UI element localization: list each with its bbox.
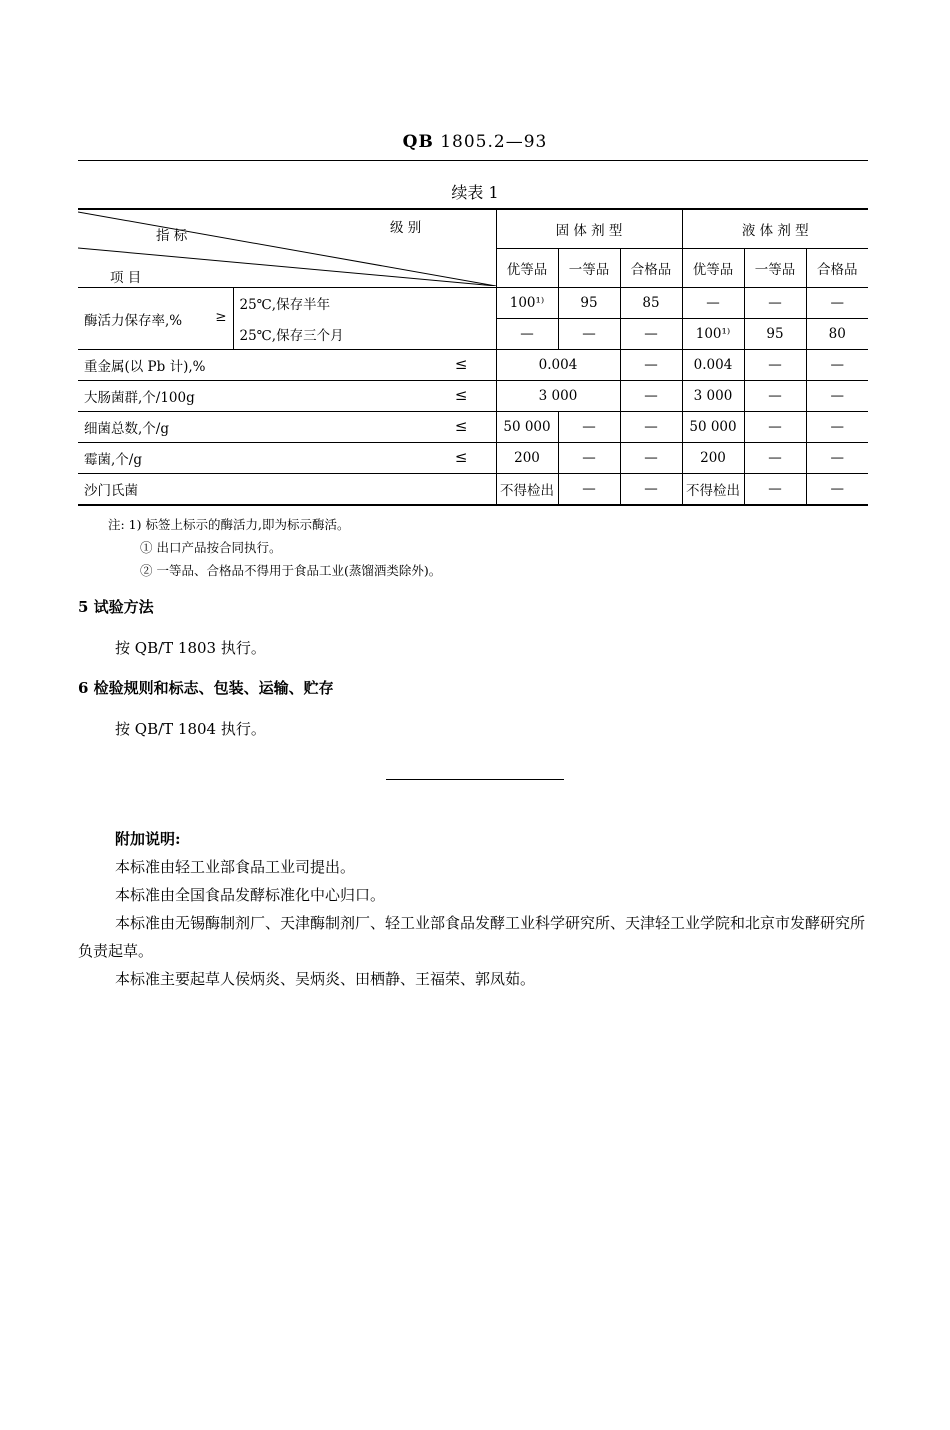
cell: — <box>744 443 806 474</box>
row-label: 霉菌,个/g <box>84 452 142 468</box>
group-liquid: 液 体 剂 型 <box>682 209 868 249</box>
cell: — <box>558 319 620 350</box>
standard-header <box>0 132 950 152</box>
grade-solid-2: 一等品 <box>558 249 620 288</box>
diag-top-left: 指 标 <box>156 228 188 244</box>
diagonal-header-cell <box>78 209 496 288</box>
table-row <box>78 443 868 474</box>
cell: — <box>558 443 620 474</box>
additional-p4: 本标准主要起草人侯炳炎、吴炳炎、田栖静、王福荣、郭凤茹。 <box>115 970 536 988</box>
cell: 200 <box>496 443 558 474</box>
cell: — <box>744 381 806 412</box>
cell: — <box>620 443 682 474</box>
row-label: 重金属(以 Pb 计),% <box>84 359 206 375</box>
grade-solid-3: 合格品 <box>620 249 682 288</box>
cell: 不得检出 <box>682 474 744 506</box>
grade-liquid-2: 一等品 <box>744 249 806 288</box>
cell: — <box>620 381 682 412</box>
cell: — <box>558 474 620 506</box>
group-solid: 固 体 剂 型 <box>496 209 682 249</box>
additional-p2: 本标准由全国食品发酵标准化中心归口。 <box>115 886 386 904</box>
header-code: 1805.2—93 <box>440 132 548 152</box>
table-notes <box>108 513 441 582</box>
end-separator <box>386 779 564 780</box>
enzyme-cond-1: 25℃,保存半年 <box>233 288 496 319</box>
row-sym: ≤ <box>454 355 468 373</box>
section-6-title: 6 检验规则和标志、包装、运输、贮存 <box>78 679 334 697</box>
header-rule <box>78 160 868 161</box>
cell: 95 <box>558 288 620 319</box>
spec-table <box>78 208 868 506</box>
cell: — <box>620 474 682 506</box>
row-sym: ≤ <box>454 448 468 466</box>
row-label-cell <box>78 381 496 412</box>
enzyme-label-cell <box>78 288 233 350</box>
additional-p1: 本标准由轻工业部食品工业司提出。 <box>115 858 356 876</box>
cell: — <box>744 350 806 381</box>
section-6-body: 按 QB/T 1804 执行。 <box>115 720 266 738</box>
cell: 100¹⁾ <box>682 319 744 350</box>
cell: 100¹⁾ <box>496 288 558 319</box>
cell: 3 000 <box>496 381 620 412</box>
additional-title: 附加说明: <box>115 830 181 848</box>
cell: — <box>806 412 868 443</box>
cell: — <box>558 412 620 443</box>
diag-bottom-left: 项 目 <box>110 270 142 286</box>
section-5-body: 按 QB/T 1803 执行。 <box>115 639 266 657</box>
cell: — <box>806 350 868 381</box>
cell: 0.004 <box>682 350 744 381</box>
row-sym: ≤ <box>454 386 468 404</box>
cell: 50 000 <box>496 412 558 443</box>
cell: — <box>806 288 868 319</box>
row-label-cell <box>78 350 496 381</box>
additional-notes <box>78 825 868 993</box>
cell: 3 000 <box>682 381 744 412</box>
cell: — <box>682 288 744 319</box>
table-row <box>78 474 868 506</box>
row-label: 细菌总数,个/g <box>84 421 169 437</box>
cell: — <box>620 350 682 381</box>
note-3: ② 一等品、合格品不得用于食品工业(蒸馏酒类除外)。 <box>140 563 442 578</box>
note-1: 注: 1) 标签上标示的酶活力,即为标示酶活。 <box>108 517 350 532</box>
cell: — <box>806 443 868 474</box>
cell: 95 <box>744 319 806 350</box>
cell: 0.004 <box>496 350 620 381</box>
cell: — <box>496 319 558 350</box>
enzyme-cond-2: 25℃,保存三个月 <box>233 319 496 350</box>
additional-p3: 本标准由无锡酶制剂厂、天津酶制剂厂、轻工业部食品发酵工业科学研究所、天津轻工业学院和北京市发酵研究所负责起草。 <box>78 914 866 960</box>
enzyme-label: 酶活力保存率,% <box>84 312 183 329</box>
cell: 85 <box>620 288 682 319</box>
section-5-title: 5 试验方法 <box>78 598 154 616</box>
table-caption: 续表 1 <box>451 183 499 202</box>
cell: — <box>806 381 868 412</box>
grade-liquid-3: 合格品 <box>806 249 868 288</box>
cell: — <box>744 474 806 506</box>
note-2: ① 出口产品按合同执行。 <box>140 540 282 555</box>
enzyme-sym: ≥ <box>215 308 227 325</box>
row-label-cell <box>78 443 496 474</box>
table-row <box>78 350 868 381</box>
cell: — <box>620 412 682 443</box>
diag-top-right: 级 别 <box>390 220 422 236</box>
cell: — <box>620 319 682 350</box>
cell: 200 <box>682 443 744 474</box>
cell: — <box>806 474 868 506</box>
row-label: 大肠菌群,个/100g <box>84 390 195 406</box>
table-row <box>78 412 868 443</box>
row-sym: ≤ <box>454 417 468 435</box>
row-label-cell <box>78 412 496 443</box>
cell: — <box>744 412 806 443</box>
cell: 50 000 <box>682 412 744 443</box>
grade-solid-1: 优等品 <box>496 249 558 288</box>
header-prefix: QB <box>402 132 434 152</box>
cell: — <box>744 288 806 319</box>
grade-liquid-1: 优等品 <box>682 249 744 288</box>
row-label: 沙门氏菌 <box>84 483 138 499</box>
cell: 不得检出 <box>496 474 558 506</box>
table-row <box>78 381 868 412</box>
row-label-cell <box>78 474 496 506</box>
cell: 80 <box>806 319 868 350</box>
